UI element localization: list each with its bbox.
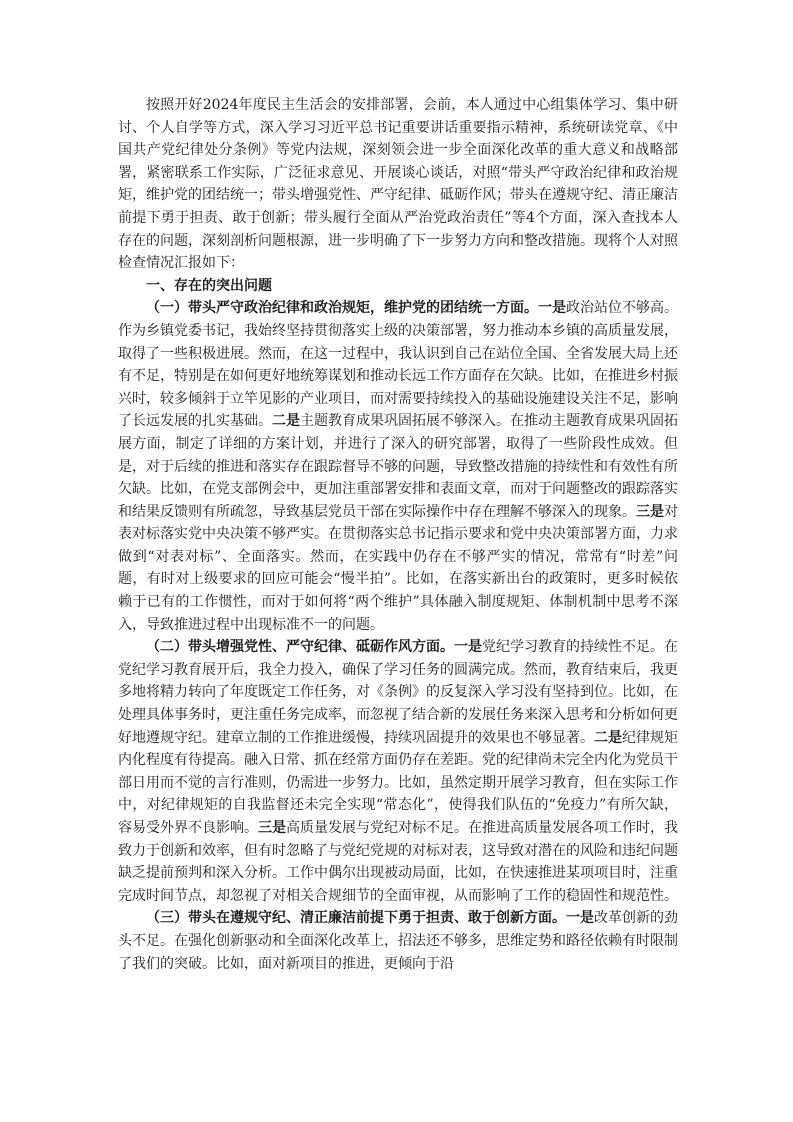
part2-point2-keyword: 二是	[594, 729, 622, 746]
intro-paragraph: 按照开好2024年度民主生活会的安排部署，会前，本人通过中心组集体学习、集中研讨、个人自学等方式，深入学习习近平总书记重要讲话重要指示精神，系统研读党章、《中国共产党纪律处分条例》等党内法规，深刻领会进一步全面深化改革的重大意义和战略部署，紧密联系工作实际，广泛征求意见、开展谈心谈话，对照“带头严守政治纪律和政治规矩，维护党的团结统一；带头增强党性、严守纪律、砥砺作风；带头在遵规守纪、清正廉洁前提下勇于担责、敢于创新；带头履行全面从严治党政治责任”等4个方面，深入查找本人存在的问题，深刻剖析问题根源，进一步明确了下一步努力方向和整改措施。现将个人对照检查情况汇报如下：	[118, 97, 678, 272]
part2-heading: （二）带头增强党性、严守纪律、砥砺作风方面。	[146, 639, 454, 656]
part1-point3-keyword: 三是	[636, 503, 664, 520]
part2-point1-text: 党纪学习教育的持续性不足。在党纪学习教育展开后，我全力投入，确保了学习任务的圆满完成。然而，教育结束后，我更多地将精力转向了年度既定工作任务，对《条例》的反复深入学习没有坚持到位。比如，在处理具体事务时，更注重任务完成率，而忽视了结合新的发展任务来深入思考和分析如何更好地遵规守纪。建章立制的工作推进缓慢，持续巩固提升的效果也不够显著。	[118, 639, 678, 746]
part3-point1-keyword: 一是	[566, 910, 594, 927]
part2-point3-text: 高质量发展与党纪对标不足。在推进高质量发展各项工作时，我致力于创新和效率，但有时忽略了与党纪党规的对标对表，这导致对潜在的风险和违纪问题缺乏提前预判和深入分析。工作中偶尔出现被动局面，比如，在快速推进某项项目时，注重完成时间节点，却忽视了对相关合规细节的全面审视，从而影响了工作的稳固性和规范性。	[118, 820, 678, 904]
part3-paragraph	[118, 907, 678, 975]
part1-point2-keyword: 二是	[272, 413, 300, 430]
part1-point2-text: 主题教育成果巩固拓展不够深入。在推动主题教育成果巩固拓展方面，制定了详细的方案计划，并进行了深入的研究部署，取得了一些阶段性成效。但是，对于后续的推进和落实存在跟踪督导不够的问题，导致整改措施的持续性和有效性有所欠缺。比如，在党支部例会中，更加注重部署安排和表面文章，而对于问题整改的跟踪落实和结果反馈则有所疏忽，导致基层党员干部在实际操作中存在理解不够深入的现象。	[118, 413, 678, 520]
part2-point3-keyword: 三是	[258, 820, 286, 836]
section-heading: 一、存在的突出问题	[146, 277, 272, 294]
part1-point1-text: 政治站位不够高。作为乡镇党委书记，我始终坚持贯彻落实上级的决策部署，努力推动本乡镇的高质量发展，取得了一些积极进展。然而，在这一过程中，我认识到自己在站位全国、全省发展大局上还有不足，特别是在如何更好地统筹谋划和推动长远工作方面存在欠缺。比如，在推进乡村振兴时，较多倾斜于立竿见影的产业项目，而对需要持续投入的基础设施建设关注不足，影响了长远发展的扎实基础。	[118, 300, 678, 430]
part2-point1-keyword: 一是	[454, 639, 482, 656]
part3-heading: （三）带头在遵规守纪、清正廉洁前提下勇于担责、敢于创新方面。	[146, 910, 566, 927]
part1-point1-keyword: 一是	[538, 300, 566, 317]
part1-point3-text: 对表对标落实党中央决策不够严实。在贯彻落实总书记指示要求和党中央决策部署方面，力求做到“对表对标”、全面落实。然而，在实践中仍存在不够严实的情况，常常有“时差”问题，有时对上级要求的回应可能会“慢半拍”。比如，在落实新出台的政策时，更多时候依赖于已有的工作惯性，而对于如何将“两个维护”具体融入制度规矩、体制机制中思考不深入，导致推进过程中出现标准不一的问题。	[118, 503, 678, 633]
document-page	[118, 94, 678, 975]
part2-paragraph	[118, 636, 678, 907]
part1-heading: （一）带头严守政治纪律和政治规矩，维护党的团结统一方面。	[146, 300, 538, 317]
part1-paragraph	[118, 297, 678, 636]
part3-point1-text: 改革创新的劲头不足。在强化创新驱动和全面深化改革上，招法还不够多，思维定势和路径依赖有时限制了我们的突破。比如，面对新项目的推进，更倾向于沿	[118, 910, 678, 972]
part2-point2-text: 纪律规矩内化程度有待提高。融入日常、抓在经常方面仍存在差距。党的纪律尚未完全内化为党员干部日用而不觉的言行准则，仍需进一步努力。比如，虽然定期开展学习教育，但在实际工作中，对纪律规矩的自我监督还未完全实现“常态化”，使得我们队伍的“免疫力”有所欠缺，容易受外界不良影响。	[118, 729, 678, 836]
